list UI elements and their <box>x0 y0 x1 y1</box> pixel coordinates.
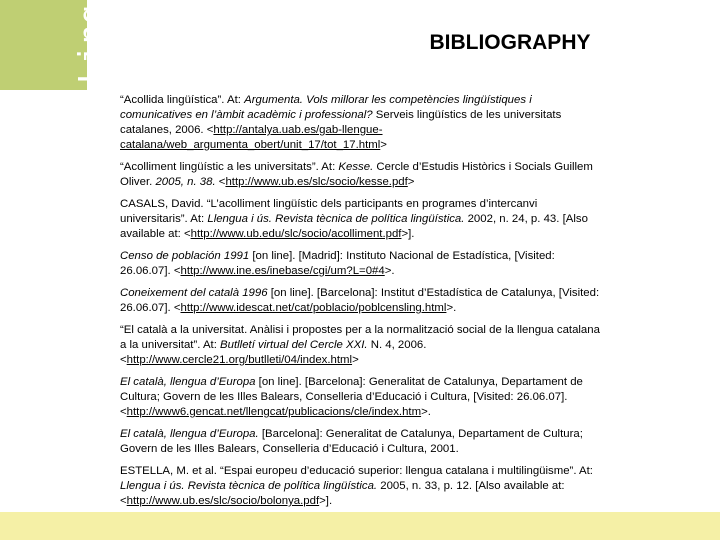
bibliography-entry <box>120 286 600 316</box>
bibliography-entry <box>120 375 600 420</box>
entry-text: > <box>380 139 387 151</box>
entry-text: Serveis lingüístics de les universitats catalanes, 2006. < <box>120 109 562 136</box>
entry-link[interactable]: http://www.ub.edu/slc/socio/acolliment.pdf <box>190 228 402 240</box>
entry-link[interactable]: http://antalya.uab.es/gab-llengue-catalana/web_argumenta_obert/unit_17/tot_17.html <box>120 124 383 151</box>
logo-text <box>6 5 278 84</box>
bibliography-entry <box>120 197 600 242</box>
entry-italic-title: Censo de población 1991 <box>120 250 250 262</box>
entry-text: CASALS, David. “L’acolliment lingüístic dels participants en programes d’intercanvi universitaris”. At: <box>120 198 538 225</box>
entry-italic-title: Butlletí virtual del Cercle XXI. <box>220 339 368 351</box>
entry-text: < <box>215 176 226 188</box>
entry-text: [on line]. [Madrid]: Instituto Nacional de Estadística, [Visited: 26.06.07]. < <box>120 250 555 277</box>
entry-text: > <box>407 176 415 188</box>
entry-text: “Acollida lingüística”. At: <box>120 94 245 106</box>
entry-italic-title: El català, llengua d’Europa. <box>120 428 259 440</box>
bibliography-entry <box>120 323 600 368</box>
entry-text: >]. <box>319 495 333 507</box>
logo-line-2: Cat <box>173 24 212 84</box>
page-title: BIBLIOGRAPHY <box>429 31 591 54</box>
entry-text: >. <box>421 406 431 418</box>
entry-text: [on line]. [Barcelona]: Institut d’Estadística de Catalunya, [Visited: 26.06.07]. < <box>120 287 600 314</box>
entry-link[interactable]: http://www.ine.es/inebase/cgi/um?L=0#4 <box>180 265 385 277</box>
bibliography-list <box>120 93 600 516</box>
entry-italic-title: Coneixement del català 1996 <box>120 287 268 299</box>
entry-italic-issue: 2005, n. 38. <box>155 176 216 188</box>
entry-link[interactable]: http://www.cercle21.org/butlleti/04/index.html <box>126 354 353 366</box>
footer-band <box>0 512 720 540</box>
logo-line-1: Ling <box>71 4 110 84</box>
entry-italic-title: El català, llengua d’Europa <box>120 376 256 388</box>
entry-text: ESTELLA, M. et al. “Espai europeu d’educació superior: llengua catalana i multilingüisme”. At: <box>120 465 593 477</box>
entry-text: >. <box>446 302 457 314</box>
entry-link[interactable]: http://www.ub.es/slc/socio/bolonya.pdf <box>126 495 320 507</box>
entry-text: 2002, n. 24, p. 43. [Also available at: < <box>120 213 588 240</box>
entry-text: N. 4, 2006.< <box>120 339 427 366</box>
entry-link[interactable]: http://www6.gencat.net/llengcat/publicacions/cle/index.htm <box>126 406 422 418</box>
entry-italic-title: Llengua i ús. Revista tècnica de política lingüística. <box>207 213 465 225</box>
entry-link[interactable]: http://www.idescat.net/cat/poblacio/poblcensling.html <box>180 302 447 314</box>
entry-text: “El català a la universitat. Anàlisi i propostes per a la normalització social de la llengua catalana a la universitat”. At: <box>120 324 600 351</box>
linguistic-catalan-logo <box>0 0 212 90</box>
entry-text: [Barcelona]: Generalitat de Catalunya, Departament de Cultura; Govern de les Illes Balears, Conselleria d’Educació i Cultura, 2001. <box>120 428 583 455</box>
entry-text: [on line]. [Barcelona]: Generalitat de Catalunya, Departament de Cultura; Govern de les Illes Balears, Conselleria d’Educació i Cultura, [Visited: 26.06.07]. < <box>120 376 583 418</box>
entry-italic-title: Kesse. <box>338 161 374 173</box>
entry-link[interactable]: http://www.ub.es/slc/socio/kesse.pdf <box>225 176 408 188</box>
bibliography-entry <box>120 160 600 190</box>
bibliography-entry <box>120 93 600 153</box>
entry-text: >. <box>384 265 395 277</box>
entry-italic-title: Argumenta. Vols millorar les competències lingüístiques i comunicatives en l’àmbit acadèmic i professional? <box>120 94 532 121</box>
bibliography-entry <box>120 427 600 457</box>
entry-text: “Acolliment lingüístic a les universitats”. At: <box>120 161 339 173</box>
entry-text: >]. <box>401 228 415 240</box>
entry-italic-title: Llengua i ús. Revista tècnica de política lingüística. <box>120 480 378 492</box>
bibliography-entry <box>120 249 600 279</box>
bibliography-entry <box>120 464 600 509</box>
entry-text: Cercle d’Estudis Històrics i Socials Guillem Oliver. <box>120 161 593 188</box>
entry-text: > <box>352 354 359 366</box>
entry-text: 2005, n. 33, p. 12. [Also available at: < <box>120 480 565 507</box>
